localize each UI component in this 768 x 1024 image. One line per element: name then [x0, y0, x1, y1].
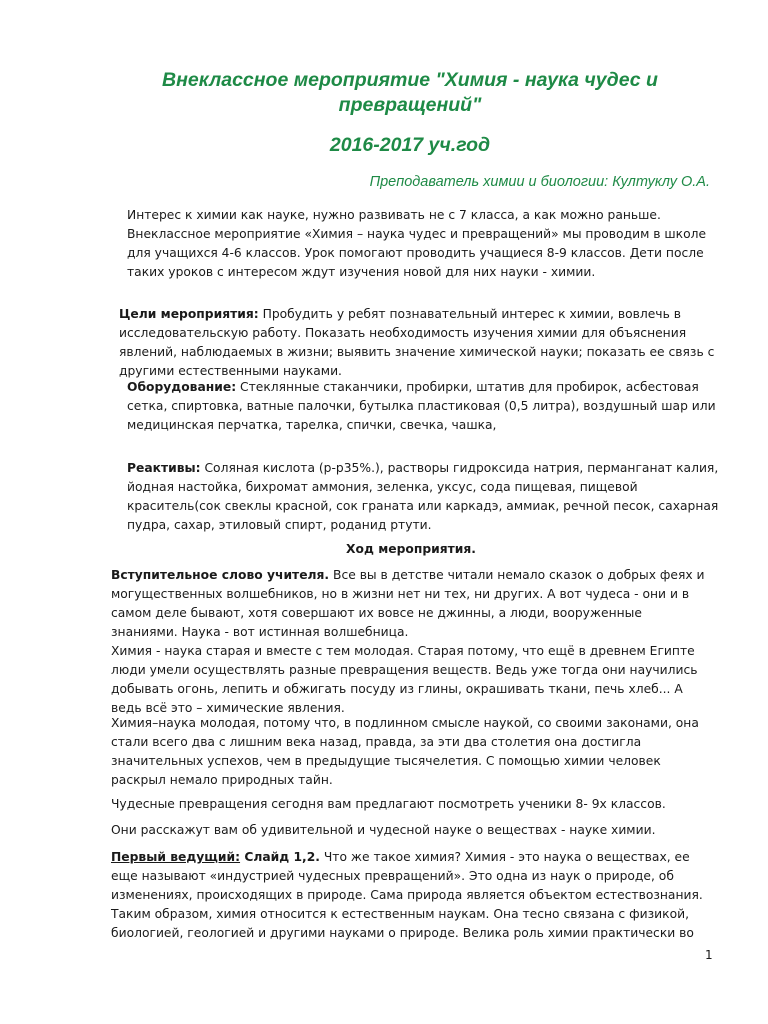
- host-paragraph: [111, 848, 711, 943]
- young-science-paragraph: [111, 714, 711, 790]
- goals-text: Пробудить у ребят познавательный интерес к химии, вовлечь в исследовательскую работу. Показать необходимость изучения химии для объяснения явлений, наблюдаемых в жизни; выявить значение химической науки; показать ее связь с другими естественными науками.: [119, 307, 715, 378]
- teacher-credit: Преподаватель химии и биологии: Култуклу О.А.: [369, 174, 710, 190]
- reagents-paragraph: [111, 459, 727, 535]
- course-heading: Ход мероприятия.: [346, 542, 476, 556]
- equipment-paragraph: [111, 378, 727, 435]
- tell-paragraph: [111, 821, 711, 840]
- young-science-text: Химия–наука молодая, потому что, в подлинном смысле наукой, со своими законами, она стали всего два с лишним века назад, правда, за эти два столетия она достигла значительных успехов, чем в предыдущие тысячелетия. С помощью химии человек раскрыл немало природных тайн.: [111, 716, 699, 787]
- reagents-text: Соляная кислота (р-р35%.), растворы гидроксида натрия, перманганат калия, йодная настойка, бихромат аммония, зеленка, уксус, сода пищевая, пищевой краситель(сок свеклы красной, сок граната или каркадэ, аммиак, речной песок, сахарная пудра, сахар, этиловый спирт, роданид ртути.: [127, 461, 719, 532]
- students-paragraph: [111, 795, 711, 814]
- intro-text: Интерес к химии как науке, нужно развивать не с 7 класса, а как можно раньше. Внеклассное мероприятие «Химия – наука чудес и превращений» мы проводим в школе для учащихся 4-6 классов. Урок помогают проводить учащиеся 8-9 классов. Дети после таких уроков с интересом ждут изучения новой для них науки - химии.: [127, 208, 707, 279]
- document-title: [100, 68, 720, 118]
- students-text: Чудесные превращения сегодня вам предлагают посмотреть ученики 8- 9х классов.: [111, 797, 666, 811]
- equipment-label: Оборудование:: [127, 380, 237, 394]
- goals-label: Цели мероприятия:: [119, 307, 259, 321]
- opening-label: Вступительное слово учителя.: [111, 568, 330, 582]
- tell-text: Они расскажут вам об удивительной и чудесной науке о веществах - науке химии.: [111, 823, 656, 837]
- host-text: Что же такое химия? Химия - это наука о веществах, ее еще называют «индустрией чудесных превращений». Это одна из наук о природе, об изменениях, происходящих в природе. Сама природа является объектом естествознания. Таким образом, химия относится к естественным наукам. Она тесно связана с физикой, биологией, геологией и другими науками о природе. Велика роль химии практически во: [111, 850, 703, 940]
- old-science-text: Химия - наука старая и вместе с тем молодая. Старая потому, что ещё в древнем Египте люди умели осуществлять разные превращения веществ. Ведь уже тогда они научились добывать огонь, лепить и обжигать посуду из глины, окрашивать ткани, печь хлеб... А ведь всё это – химические явления.: [111, 644, 698, 715]
- goals-paragraph: [111, 305, 719, 381]
- opening-text: Все вы в детстве читали немало сказок о добрых феях и могущественных волшебников, но в жизни нет ни тех, ни других. А вот чудеса - они и в самом деле бывают, хотя совершают их вовсе не джинны, а люди, вооруженные знаниями. Наука - вот истинная волшебница.: [111, 568, 705, 639]
- host-label: Первый ведущий:: [111, 850, 241, 864]
- equipment-text: Стеклянные стаканчики, пробирки, штатив для пробирок, асбестовая сетка, спиртовка, ватные палочки, бутылка пластиковая (0,5 литра), воздушный шар или медицинская перчатка, тарелка, спички, свечка, чашка,: [127, 380, 716, 432]
- intro-paragraph: [111, 206, 727, 282]
- reagents-label: Реактивы:: [127, 461, 201, 475]
- page-number: 1: [705, 948, 713, 962]
- old-science-paragraph: [111, 642, 711, 718]
- title-line-2: превращений": [338, 94, 482, 116]
- opening-paragraph: [111, 566, 711, 642]
- slide-label: Слайд 1,2.: [240, 850, 320, 864]
- title-line-1: Внеклассное мероприятие "Химия - наука чудес и: [162, 69, 658, 91]
- academic-year: 2016-2017 уч.год: [329, 134, 491, 156]
